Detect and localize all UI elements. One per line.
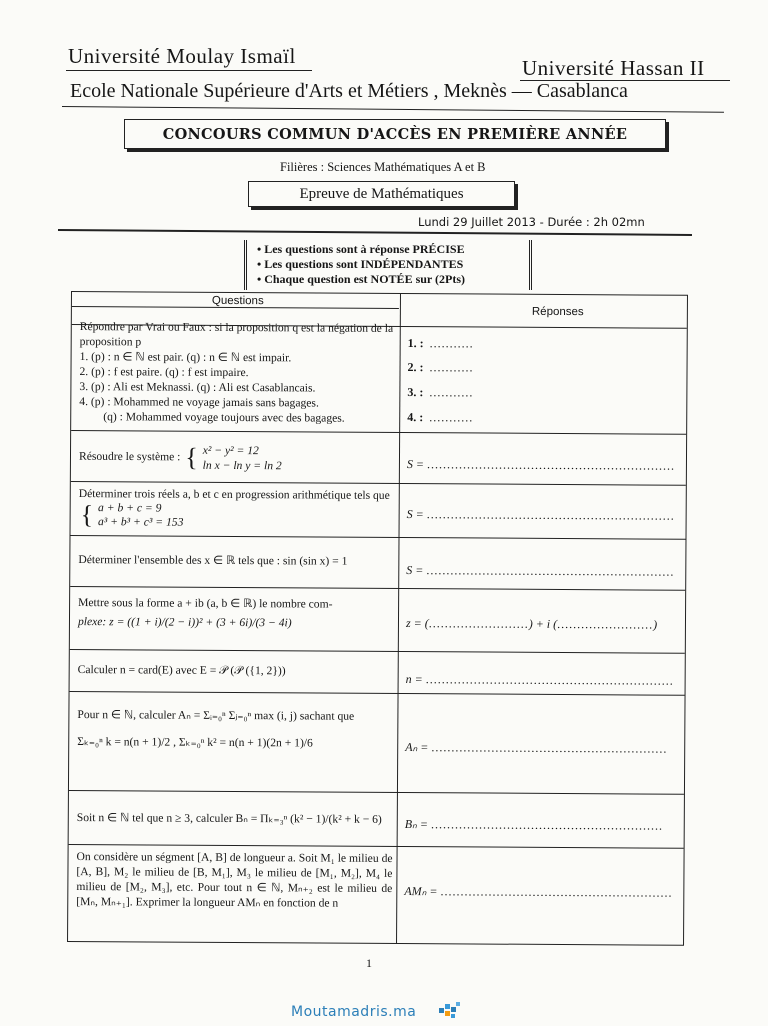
- answer-1-4: [407, 410, 473, 425]
- q3-text: Déterminer trois réels a, b et c en progression arithmétique tels que: [78, 487, 390, 502]
- q1-intro: Répondre par Vrai ou Faux : si la proposition q est la négation de la proposition p: [79, 320, 394, 349]
- q7-text2: Σₖ₌₀ⁿ k = n(n + 1)/2 , Σₖ₌₀ⁿ k² = n(n + 1)(2n + 1)/6: [77, 735, 313, 750]
- answer-5-prefix: z = (: [405, 616, 429, 631]
- question-2: [79, 442, 395, 474]
- university-right: Université Hassan II: [522, 56, 705, 80]
- row-divider-1: [71, 430, 686, 435]
- epreuve-title: Epreuve de Mathématiques: [248, 181, 515, 207]
- answer-3-label: S =: [406, 507, 424, 522]
- q1-item-4: 4. (p) : Mohammed ne voyage jamais sans bagages.: [79, 395, 319, 410]
- answer-1-3-label: 3. :: [407, 385, 424, 400]
- question-3: [79, 486, 395, 531]
- row-divider-7: [69, 790, 684, 795]
- answer-1-2-label: 2. :: [407, 360, 424, 375]
- answer-1-3-dots: ...........: [429, 385, 474, 400]
- row-divider-3: [71, 535, 686, 540]
- q2-eq2: ln x − ln y = ln 2: [202, 458, 282, 473]
- q1-item-2: 2. (p) : f est paire. (q) : f est impaire.: [79, 365, 249, 380]
- column-header-reponses: Réponses: [531, 305, 584, 319]
- q2-eq1: x² − y² = 12: [202, 443, 259, 458]
- answer-3: S = ..............................................................: [406, 507, 675, 523]
- answer-4-label: S =: [406, 563, 424, 578]
- question-1: [79, 319, 396, 426]
- question-5: [78, 595, 394, 631]
- answer-1-4-label: 4. :: [407, 410, 424, 425]
- answer-5-suffix: ): [653, 617, 658, 632]
- q2-brace: {: [185, 442, 198, 472]
- row-divider-2: [71, 481, 686, 486]
- row-divider-4: [70, 586, 685, 591]
- answer-1-1: [408, 336, 474, 351]
- q3-eq1: a + b + c = 9: [98, 501, 162, 515]
- q1-item-4b: (q) : Mohammed voyage toujours avec des bagages.: [103, 410, 345, 425]
- row-divider-5: [70, 649, 685, 654]
- school-name: Ecole Nationale Supérieure d'Arts et Métiers , Meknès — Casablanca: [70, 80, 628, 102]
- question-4: Déterminer l'ensemble des x ∈ ℝ tels que : sin (sin x) = 1: [78, 553, 348, 568]
- q1-item-1: 1. (p) : n ∈ ℕ est pair. (q) : n ∈ ℕ est impair.: [79, 350, 292, 365]
- answer-9: AMₙ = ..........................................................: [404, 884, 673, 900]
- answer-7-label: Aₙ =: [405, 740, 429, 755]
- answer-8: Bₙ = ..........................................................: [404, 817, 664, 833]
- school-underline: [62, 106, 724, 113]
- exam-date: Lundi 29 Juillet 2013 - Durée : 2h 02mn: [418, 215, 645, 229]
- question-6: Calculer n = card(E) avec E = 𝒫 (𝒫 ({1, 2})): [77, 663, 286, 678]
- questions-table: [67, 291, 688, 946]
- page-number: 1: [366, 956, 372, 970]
- filieres: Filières : Sciences Mathématiques A et B: [280, 160, 486, 174]
- answer-1-2: [407, 360, 473, 375]
- q5-text1: Mettre sous la forme a + ib (a, b ∈ ℝ) le nombre com-: [78, 596, 333, 611]
- concours-title: CONCOURS COMMUN D'ACCÈS EN PREMIÈRE ANNÉE: [124, 119, 666, 149]
- rule-2: • Les questions sont INDÉPENDANTES: [257, 257, 464, 271]
- column-header-questions: Questions: [211, 294, 264, 308]
- answer-8-label: Bₙ =: [404, 817, 429, 832]
- rule-3: • Chaque question est NOTÉE sur (2Pts): [257, 272, 466, 286]
- answer-7: Aₙ = ...........................................................: [405, 740, 668, 756]
- header-rule: [58, 229, 692, 235]
- q3-eq2: a³ + b³ + c³ = 153: [97, 515, 184, 529]
- answer-4: S = ..............................................................: [406, 563, 675, 579]
- answer-5-mid: ) + i (: [528, 616, 558, 631]
- answer-1-1-dots: ...........: [429, 336, 474, 351]
- q2-text: Résoudre le système :: [78, 449, 181, 464]
- site-watermark: Moutamadris.ma: [291, 1004, 417, 1020]
- answer-1-2-dots: ...........: [429, 360, 474, 375]
- answer-9-label: AMₙ =: [404, 884, 438, 899]
- row-divider-6: [70, 691, 685, 696]
- answer-1-4-dots: ...........: [429, 410, 474, 425]
- answer-5: z = (.........................) + i (........................): [405, 616, 658, 632]
- row-divider-8: [69, 844, 684, 849]
- q3-brace: {: [80, 500, 94, 530]
- q1-item-3: 3. (p) : Ali est Meknassi. (q) : Ali est Casablancais.: [79, 380, 316, 395]
- answer-1-1-label: 1. :: [407, 336, 424, 351]
- answer-6-label: n =: [405, 672, 423, 687]
- university-left: Université Moulay Ismaïl: [68, 44, 296, 68]
- answer-2-label: S =: [406, 457, 425, 472]
- answer-2: S = ..............................................................: [406, 457, 676, 473]
- university-left-underline: [66, 70, 312, 71]
- rule-1: • Les questions sont à réponse PRÉCISE: [257, 242, 465, 256]
- answer-1-3: [407, 385, 473, 400]
- q7-text1: Pour n ∈ ℕ, calculer Aₙ = Σᵢ₌₀ⁿ Σⱼ₌₀ⁿ max (i, j) sachant que: [77, 708, 355, 723]
- answer-6: n = ..............................................................: [405, 672, 674, 688]
- question-8: Soit n ∈ ℕ tel que n ≥ 3, calculer Bₙ = Πₖ₌₃ⁿ (k² − 1)/(k² + k − 6): [76, 811, 382, 826]
- rules-box: [244, 240, 532, 290]
- question-9: On considère un ségment [A, B] de longueur a. Soit M₁ le milieu de [A, B], M₂ le milieu de [B, M₁], M₃ le milieu de [M₁, M₂], M₄ le milieu de [M₂, M₃], etc. Pour tout n ∈ ℕ, Mₙ₊₂ est le milieu de [Mₙ, Mₙ₊₁]. Exprimer la longueur AMₙ en fonction de n: [76, 850, 393, 910]
- question-7: [77, 707, 393, 751]
- q5-text2: plexe: z = ((1 + i)/(2 − i))² + (3 + 6i)/(3 − 4i): [77, 615, 292, 630]
- site-logo-icon: [437, 1000, 463, 1026]
